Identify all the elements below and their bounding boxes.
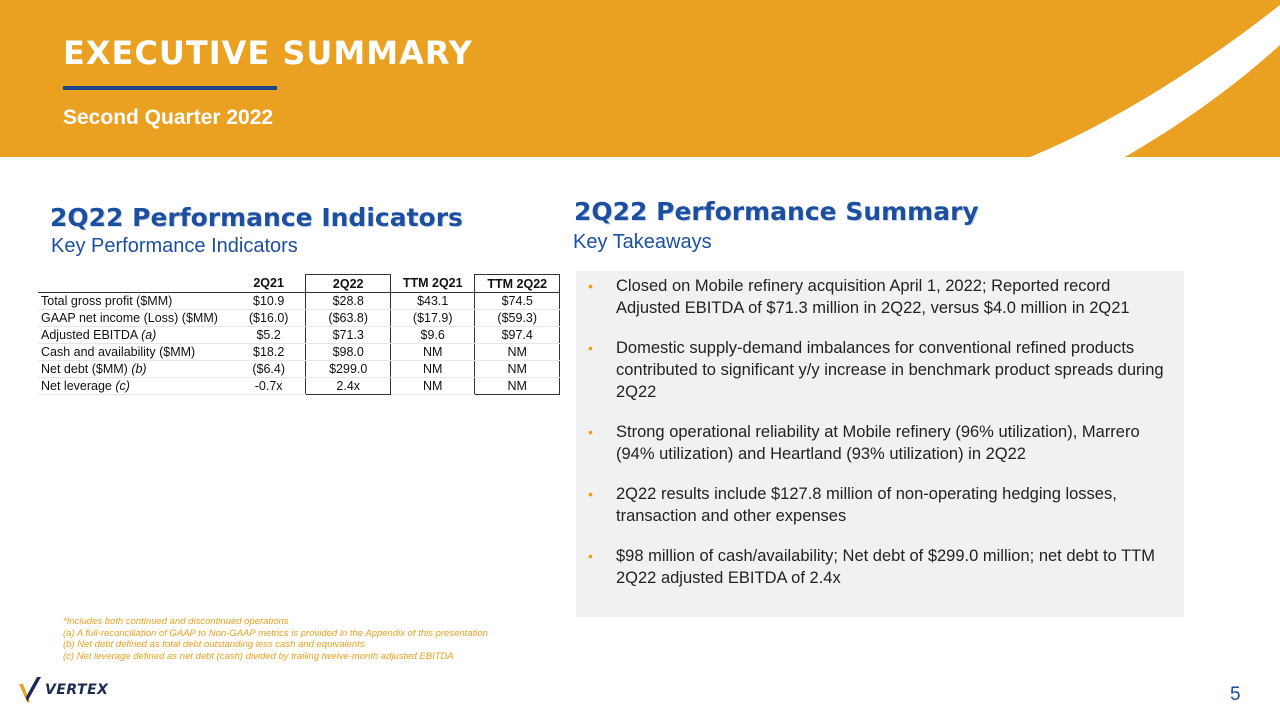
row-label: Net debt ($MM) (b) [38, 361, 232, 378]
header-banner [0, 0, 1280, 157]
banner-swoosh [0, 0, 1280, 157]
takeaways-panel [576, 271, 1184, 617]
footnote: (c) Net leverage defined as net debt (cash) divided by trailing twelve-month adjusted EBITDA [63, 650, 454, 662]
indicators-subtitle: Key Performance Indicators [51, 235, 298, 257]
cell-ttm-2q22: NM [475, 344, 560, 361]
kpi-header-ttm-2q21: TTM 2Q21 [402, 276, 463, 291]
row-label: Cash and availability ($MM) [38, 344, 232, 361]
kpi-header-2q21: 2Q21 [253, 276, 284, 291]
cell-ttm-2q22: ($59.3) [475, 310, 560, 327]
bullet-icon: • [588, 424, 593, 440]
footnote: *Includes both continued and discontinued operations [63, 616, 289, 627]
company-logo [18, 676, 108, 704]
cell-ttm-2q22: $97.4 [475, 327, 560, 344]
row-label: GAAP net income (Loss) ($MM) [38, 310, 232, 327]
page-subtitle: Second Quarter 2022 [63, 106, 274, 129]
cell-2q22: $299.0 [306, 361, 391, 378]
table-row [38, 378, 560, 395]
cell-2q21: -0.7x [232, 378, 306, 395]
list-item: • 2Q22 results include $127.8 million of non-operating hedging losses, transaction and other expenses [588, 485, 1117, 525]
cell-2q21: $18.2 [232, 344, 306, 361]
cell-ttm-2q22: NM [475, 361, 560, 378]
kpi-table [38, 274, 560, 395]
page-number: 5 [1230, 684, 1241, 705]
cell-ttm-2q21: $43.1 [390, 293, 475, 310]
cell-ttm-2q21: NM [390, 361, 475, 378]
cell-2q21: ($6.4) [232, 361, 306, 378]
summary-subtitle: Key Takeaways [573, 231, 712, 253]
cell-2q22: $98.0 [306, 344, 391, 361]
cell-2q22: $71.3 [306, 327, 391, 344]
summary-title: 2Q22 Performance Summary [574, 197, 979, 226]
cell-2q22: $28.8 [306, 293, 391, 310]
kpi-header-2q22: 2Q22 [306, 275, 391, 293]
table-row [38, 361, 560, 378]
bullet-icon: • [588, 278, 593, 294]
page-title: EXECUTIVE SUMMARY [63, 34, 473, 72]
table-row [38, 327, 560, 344]
cell-ttm-2q21: ($17.9) [390, 310, 475, 327]
table-row [38, 310, 560, 327]
bullet-icon: • [588, 340, 593, 356]
row-label: Total gross profit ($MM) [38, 293, 232, 310]
row-label: Adjusted EBITDA (a) [38, 327, 232, 344]
cell-2q21: ($16.0) [232, 310, 306, 327]
cell-ttm-2q21: $9.6 [390, 327, 475, 344]
kpi-header-ttm-2q22: TTM 2Q22 [475, 275, 560, 293]
list-item: • $98 million of cash/availability; Net debt of $299.0 million; net debt to TTM 2Q22 adjusted EBITDA of 2.4x [588, 547, 1155, 587]
cell-2q22: ($63.8) [306, 310, 391, 327]
cell-ttm-2q22: NM [475, 378, 560, 395]
list-item: • Strong operational reliability at Mobile refinery (96% utilization), Marrero (94% utilization) and Heartland (93% utilization) in 2Q22 [588, 423, 1140, 463]
cell-2q21: $10.9 [232, 293, 306, 310]
table-row [38, 293, 560, 310]
cell-ttm-2q21: NM [390, 344, 475, 361]
logo-text: VERTEX [45, 682, 109, 698]
title-underline [63, 86, 277, 90]
bullet-icon: • [588, 548, 593, 564]
bullet-icon: • [588, 486, 593, 502]
list-item: • Closed on Mobile refinery acquisition April 1, 2022; Reported record Adjusted EBITDA of $71.3 million in 2Q22, versus $4.0 million in 2Q21 [588, 277, 1130, 317]
row-label: Net leverage (c) [38, 378, 232, 395]
vertex-logo-icon [18, 676, 42, 704]
cell-ttm-2q22: $74.5 [475, 293, 560, 310]
footnotes [63, 616, 488, 662]
cell-ttm-2q21: NM [390, 378, 475, 395]
table-row [38, 344, 560, 361]
list-item: • Domestic supply-demand imbalances for conventional refined products contributed to significant y/y increase in benchmark product spreads during 2Q22 [588, 339, 1164, 401]
footnote: (a) A full-reconciliation of GAAP to Non-GAAP metrics is provided in the Appendix of this presentation [63, 627, 488, 639]
kpi-table-header [38, 275, 560, 293]
takeaways-list [576, 271, 1184, 589]
kpi-header-label [38, 275, 232, 293]
indicators-title: 2Q22 Performance Indicators [50, 203, 463, 232]
cell-2q21: $5.2 [232, 327, 306, 344]
footnote: (b) Net debt defined as total debt outstanding less cash and equivalents [63, 639, 365, 650]
cell-2q22: 2.4x [306, 378, 391, 395]
